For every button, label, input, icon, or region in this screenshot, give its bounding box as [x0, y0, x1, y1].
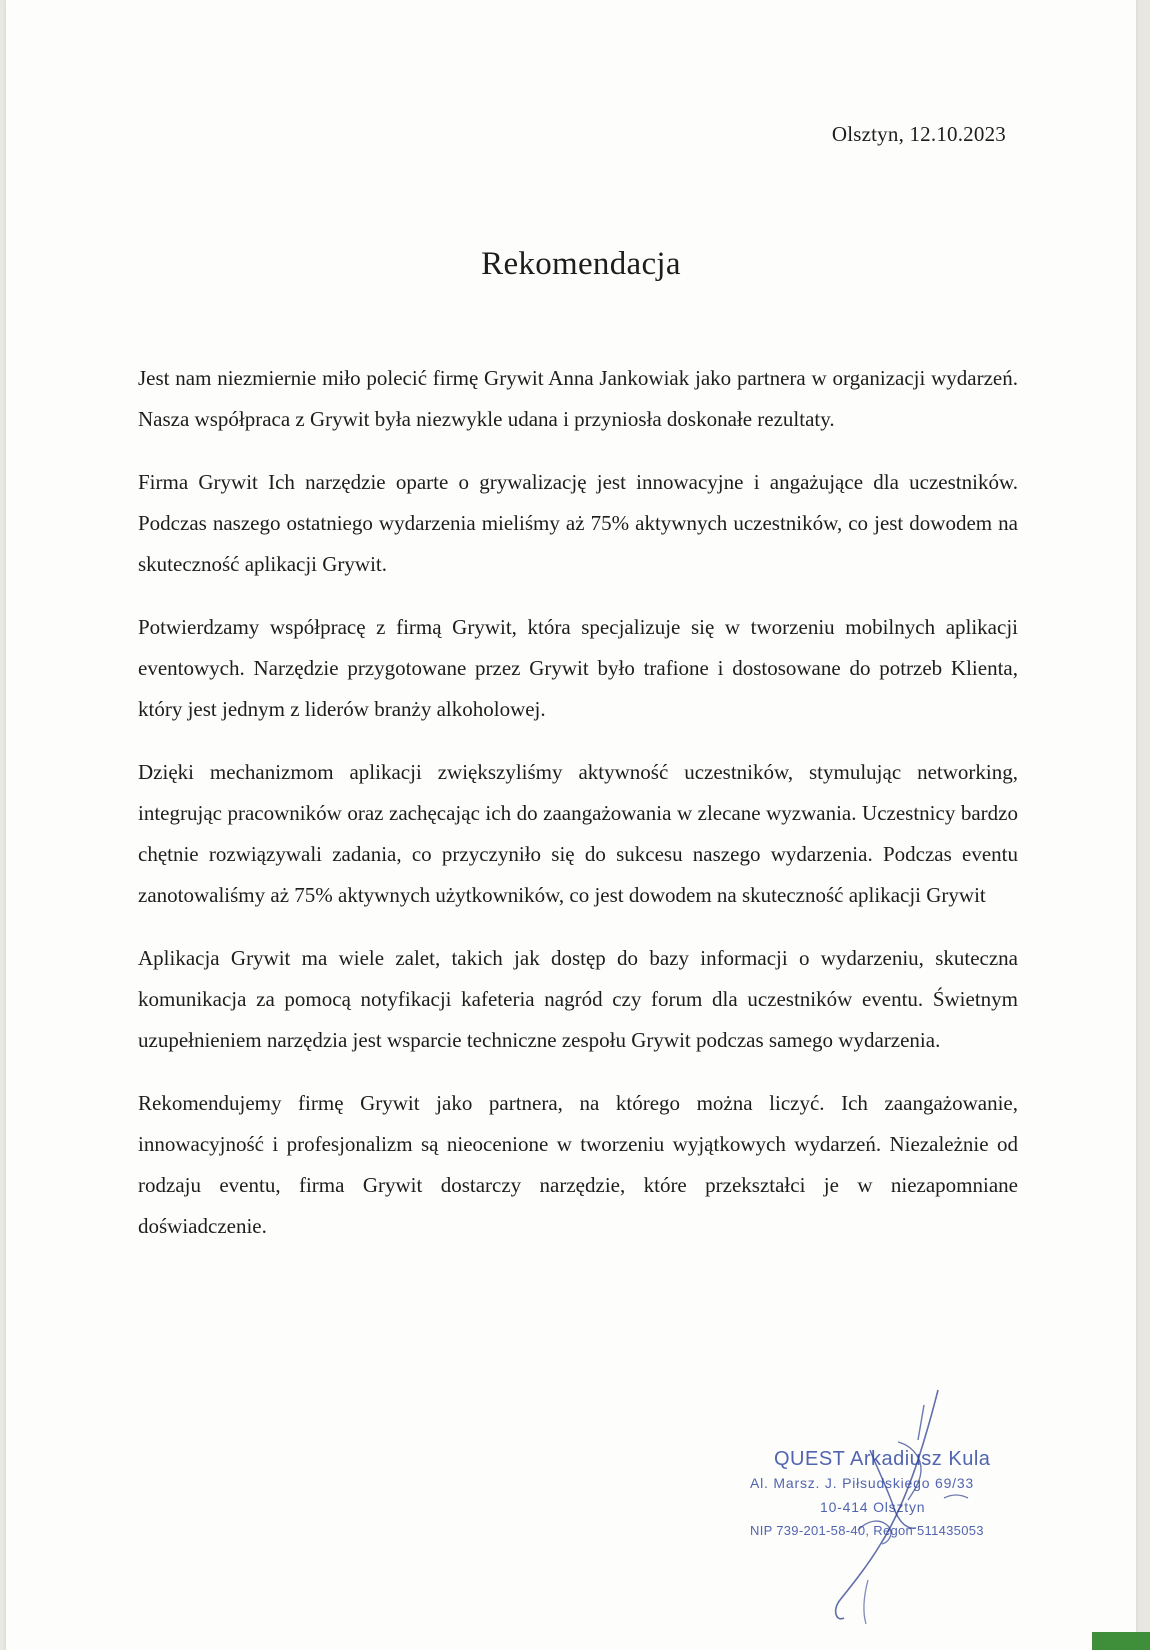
corner-strip — [1092, 1632, 1150, 1650]
letter-paragraph: Potwierdzamy współpracę z firmą Grywit, która specjalizuje się w tworzeniu mobilnych aplikacji eventowych. Narzędzie przygotowane przez Grywit było trafione i dostosowane do potrzeb Klienta, który jest jednym z liderów branży alkoholowej. — [138, 615, 1018, 721]
letter-title: Rekomendacja — [481, 246, 681, 282]
stamp-city: 10-414 Olsztyn — [820, 1499, 926, 1515]
letter-page — [6, 0, 1136, 1650]
stamp-company-name: QUEST Arkadiusz Kula — [774, 1448, 991, 1470]
letter-paragraph: Firma Grywit Ich narzędzie oparte o grywalizację jest innowacyjne i angażujące dla uczestników. Podczas naszego ostatniego wydarzenia mieliśmy aż 75% aktywnych uczestników, co jest dowodem na skuteczność aplikacji Grywit. — [138, 470, 1018, 576]
stamp-tax-ids: NIP 739-201-58-40, Regon 511435053 — [750, 1523, 984, 1538]
handwritten-signature — [748, 1380, 1008, 1630]
letter-paragraph: Jest nam niezmiernie miło polecić firmę Grywit Anna Jankowiak jako partnera w organizacji wydarzeń. Nasza współpraca z Grywit była niezwykle udana i przyniosła doskonałe rezultaty. — [138, 366, 1018, 431]
letter-paragraph: Rekomendujemy firmę Grywit jako partnera, na którego można liczyć. Ich zaangażowanie, innowacyjność i profesjonalizm są nieocenione w tworzeniu wyjątkowych wydarzeń. Niezależnie od rodzaju eventu, firma Grywit dostarczy narzędzie, które przekształci je w niezapomniane doświadczenie. — [138, 1091, 1018, 1238]
letter-paragraph: Aplikacja Grywit ma wiele zalet, takich jak dostęp do bazy informacji o wydarzeniu, skuteczna komunikacja za pomocą notyfikacji kafeteria nagród czy forum dla uczestników eventu. Świetnym uzupełnieniem narzędzia jest wsparcie techniczne zespołu Grywit podczas samego wydarzenia. — [138, 946, 1018, 1052]
stamp-street: Al. Marsz. J. Piłsudskiego 69/33 — [750, 1475, 975, 1491]
letter-paragraph: Dzięki mechanizmom aplikacji zwiększyliśmy aktywność uczestników, stymulując networking, integrując pracowników oraz zachęcając ich do zaangażowania w zlecane wyzwania. Uczestnicy bardzo chętnie rozwiązywali zadania, co przyczyniło się do sukcesu naszego wydarzenia. Podczas eventu zanotowaliśmy aż 75% aktywnych użytkowników, co jest dowodem na skuteczność aplikacji Grywit — [138, 760, 1018, 907]
letter-body — [138, 358, 1018, 1269]
letter-date: Olsztyn, 12.10.2023 — [831, 122, 1006, 146]
